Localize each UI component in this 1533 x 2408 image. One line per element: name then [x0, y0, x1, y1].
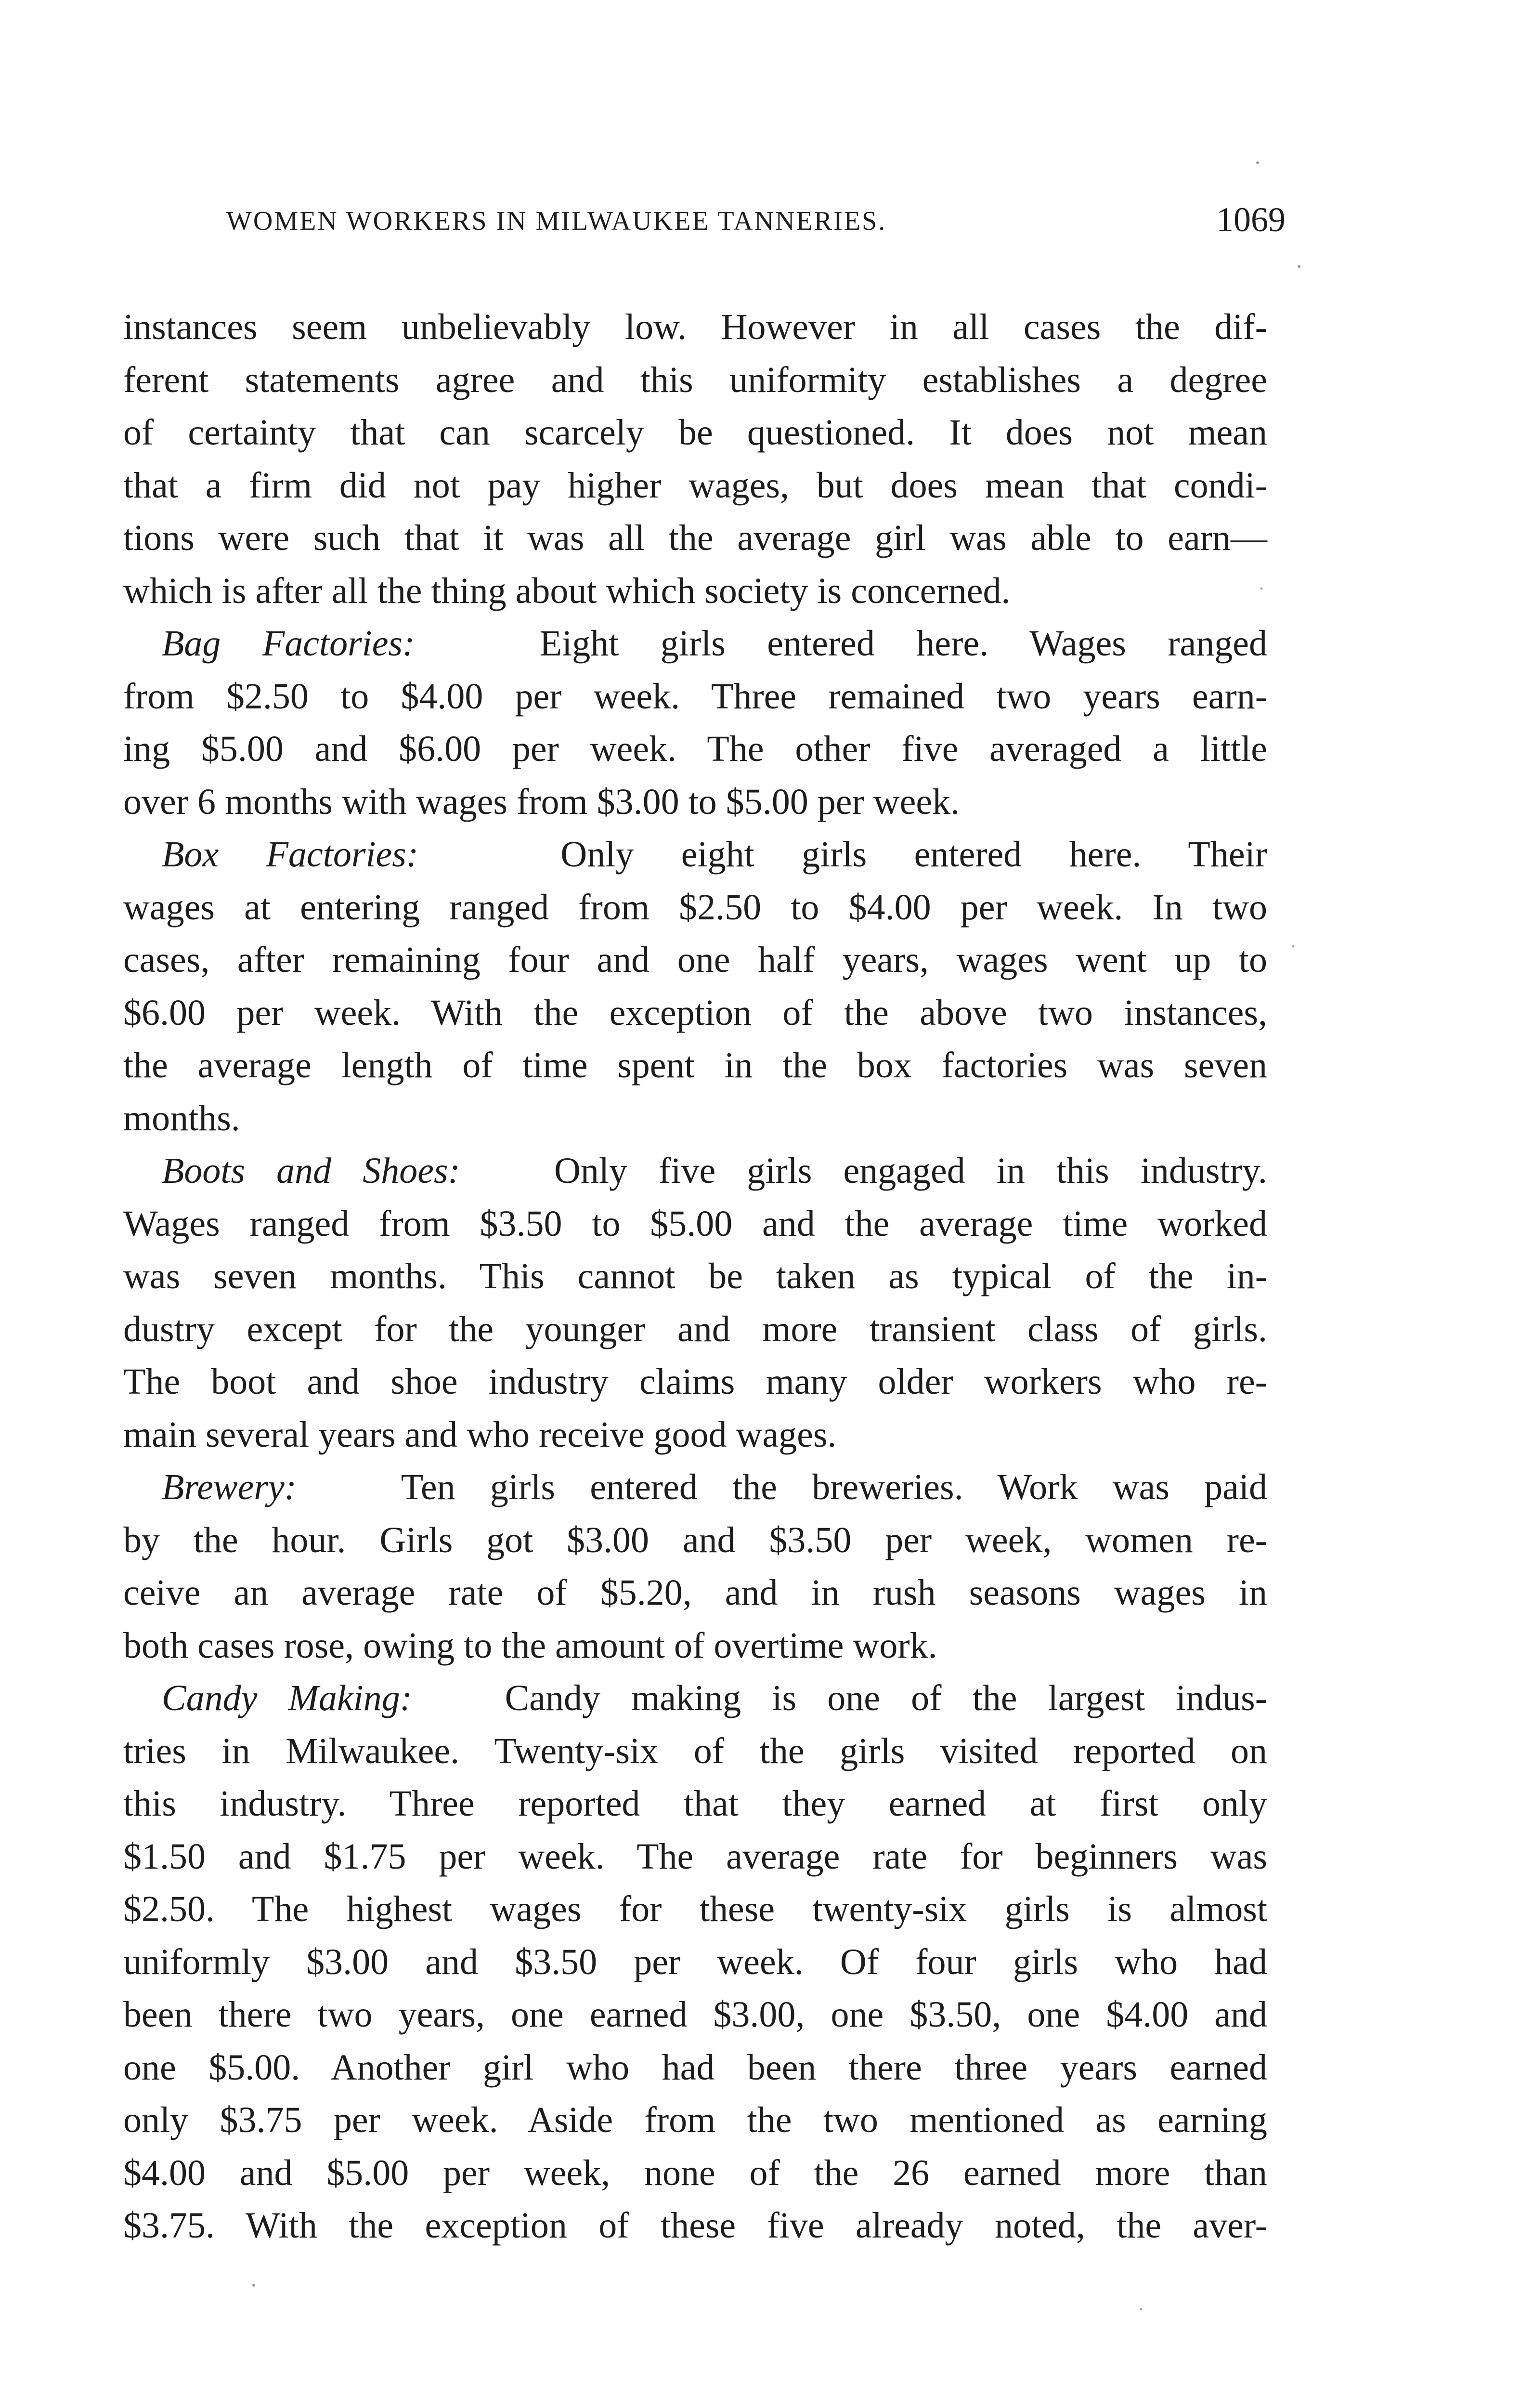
text-line: The boot and shoe industry claims many older workers who re-	[123, 1361, 1267, 1402]
section-first-line	[123, 1145, 1267, 1198]
scan-speck	[1256, 161, 1259, 164]
text-line: was seven months. This cannot be taken as typical of the in-	[123, 1256, 1267, 1296]
section-heading-boots-and-shoes: Boots and Shoes:	[162, 1151, 460, 1191]
text-line: Candy making is one of the largest indus-	[505, 1678, 1268, 1718]
text-line: $4.00 and $5.00 per week, none of the 26 earned more than	[123, 2152, 1267, 2193]
text-line: ing $5.00 and $6.00 per week. The other five averaged a little	[123, 729, 1267, 769]
text-line: dustry except for the younger and more transient class of girls.	[123, 1309, 1267, 1349]
text-line: this industry. Three reported that they earned at first only	[123, 1783, 1267, 1824]
scan-speck	[1292, 945, 1295, 948]
text-line: ferent statements agree and this uniformity establishes a degree	[123, 359, 1267, 400]
text-line: Eight girls entered here. Wages ranged	[539, 623, 1267, 664]
text-line: from $2.50 to $4.00 per week. Three remained two years earn-	[123, 676, 1267, 717]
text-line: the average length of time spent in the box factories was seven	[123, 1045, 1267, 1086]
text-line: only $3.75 per week. Aside from the two mentioned as earning	[123, 2100, 1267, 2140]
section-first-line	[123, 1672, 1267, 1725]
text-line: $2.50. The highest wages for these twenty-six girls is almost	[123, 1889, 1267, 1929]
section-first-line	[123, 828, 1267, 881]
text-line: over 6 months with wages from $3.00 to $5.00 per week.	[123, 781, 960, 822]
text-line: tions were such that it was all the average girl was able to earn—	[123, 518, 1267, 558]
running-header	[226, 200, 1286, 258]
text-line: main several years and who receive good wages.	[123, 1414, 837, 1455]
text-line: $1.50 and $1.75 per week. The average rate for beginners was	[123, 1836, 1267, 1877]
text-line: cases, after remaining four and one half years, wages went up to	[123, 940, 1267, 980]
text-line: tries in Milwaukee. Twenty-six of the girls visited reported on	[123, 1730, 1267, 1771]
text-line: Only five girls engaged in this industry.	[554, 1151, 1267, 1191]
text-line: wages at entering ranged from $2.50 to $4.00 per week. In two	[123, 887, 1267, 928]
section-heading-box-factories: Box Factories:	[162, 834, 419, 875]
body-text	[123, 301, 1267, 2252]
scan-speck	[1298, 265, 1300, 268]
text-line: which is after all the thing about which society is concerned.	[123, 570, 1011, 611]
section-heading-brewery: Brewery:	[162, 1467, 297, 1507]
text-line: $3.75. With the exception of these five already noted, the aver-	[123, 2205, 1267, 2246]
section-heading-candy-making: Candy Making:	[162, 1678, 413, 1718]
text-line: both cases rose, owing to the amount of overtime work.	[123, 1625, 937, 1666]
text-line: one $5.00. Another girl who had been there three years earned	[123, 2047, 1267, 2088]
page-number: 1069	[1216, 200, 1286, 239]
text-line: Only eight girls entered here. Their	[560, 834, 1267, 875]
text-line: $6.00 per week. With the exception of the above two instances,	[123, 992, 1267, 1033]
scan-speck	[1140, 2308, 1143, 2311]
text-line: months.	[123, 1098, 240, 1139]
text-line: Wages ranged from $3.50 to $5.00 and the average time worked	[123, 1203, 1267, 1244]
text-line: been there two years, one earned $3.00, one $3.50, one $4.00 and	[123, 1994, 1267, 2035]
text-line: of certainty that can scarcely be questioned. It does not mean	[123, 412, 1267, 453]
section-first-line	[123, 617, 1267, 670]
text-line: Ten girls entered the breweries. Work was paid	[401, 1467, 1267, 1507]
scan-speck	[252, 2284, 255, 2287]
section-heading-bag-factories: Bag Factories:	[162, 623, 415, 664]
section-first-line	[123, 1461, 1267, 1514]
text-line: that a firm did not pay higher wages, but does mean that condi-	[123, 465, 1267, 506]
text-line: uniformly $3.00 and $3.50 per week. Of four girls who had	[123, 1941, 1267, 1982]
text-line: by the hour. Girls got $3.00 and $3.50 per week, women re-	[123, 1519, 1267, 1560]
text-line: ceive an average rate of $5.20, and in rush seasons wages in	[123, 1572, 1267, 1613]
text-line: instances seem unbelievably low. However in all cases the dif-	[123, 307, 1267, 347]
running-title: WOMEN WORKERS IN MILWAUKEE TANNERIES.	[226, 206, 887, 236]
